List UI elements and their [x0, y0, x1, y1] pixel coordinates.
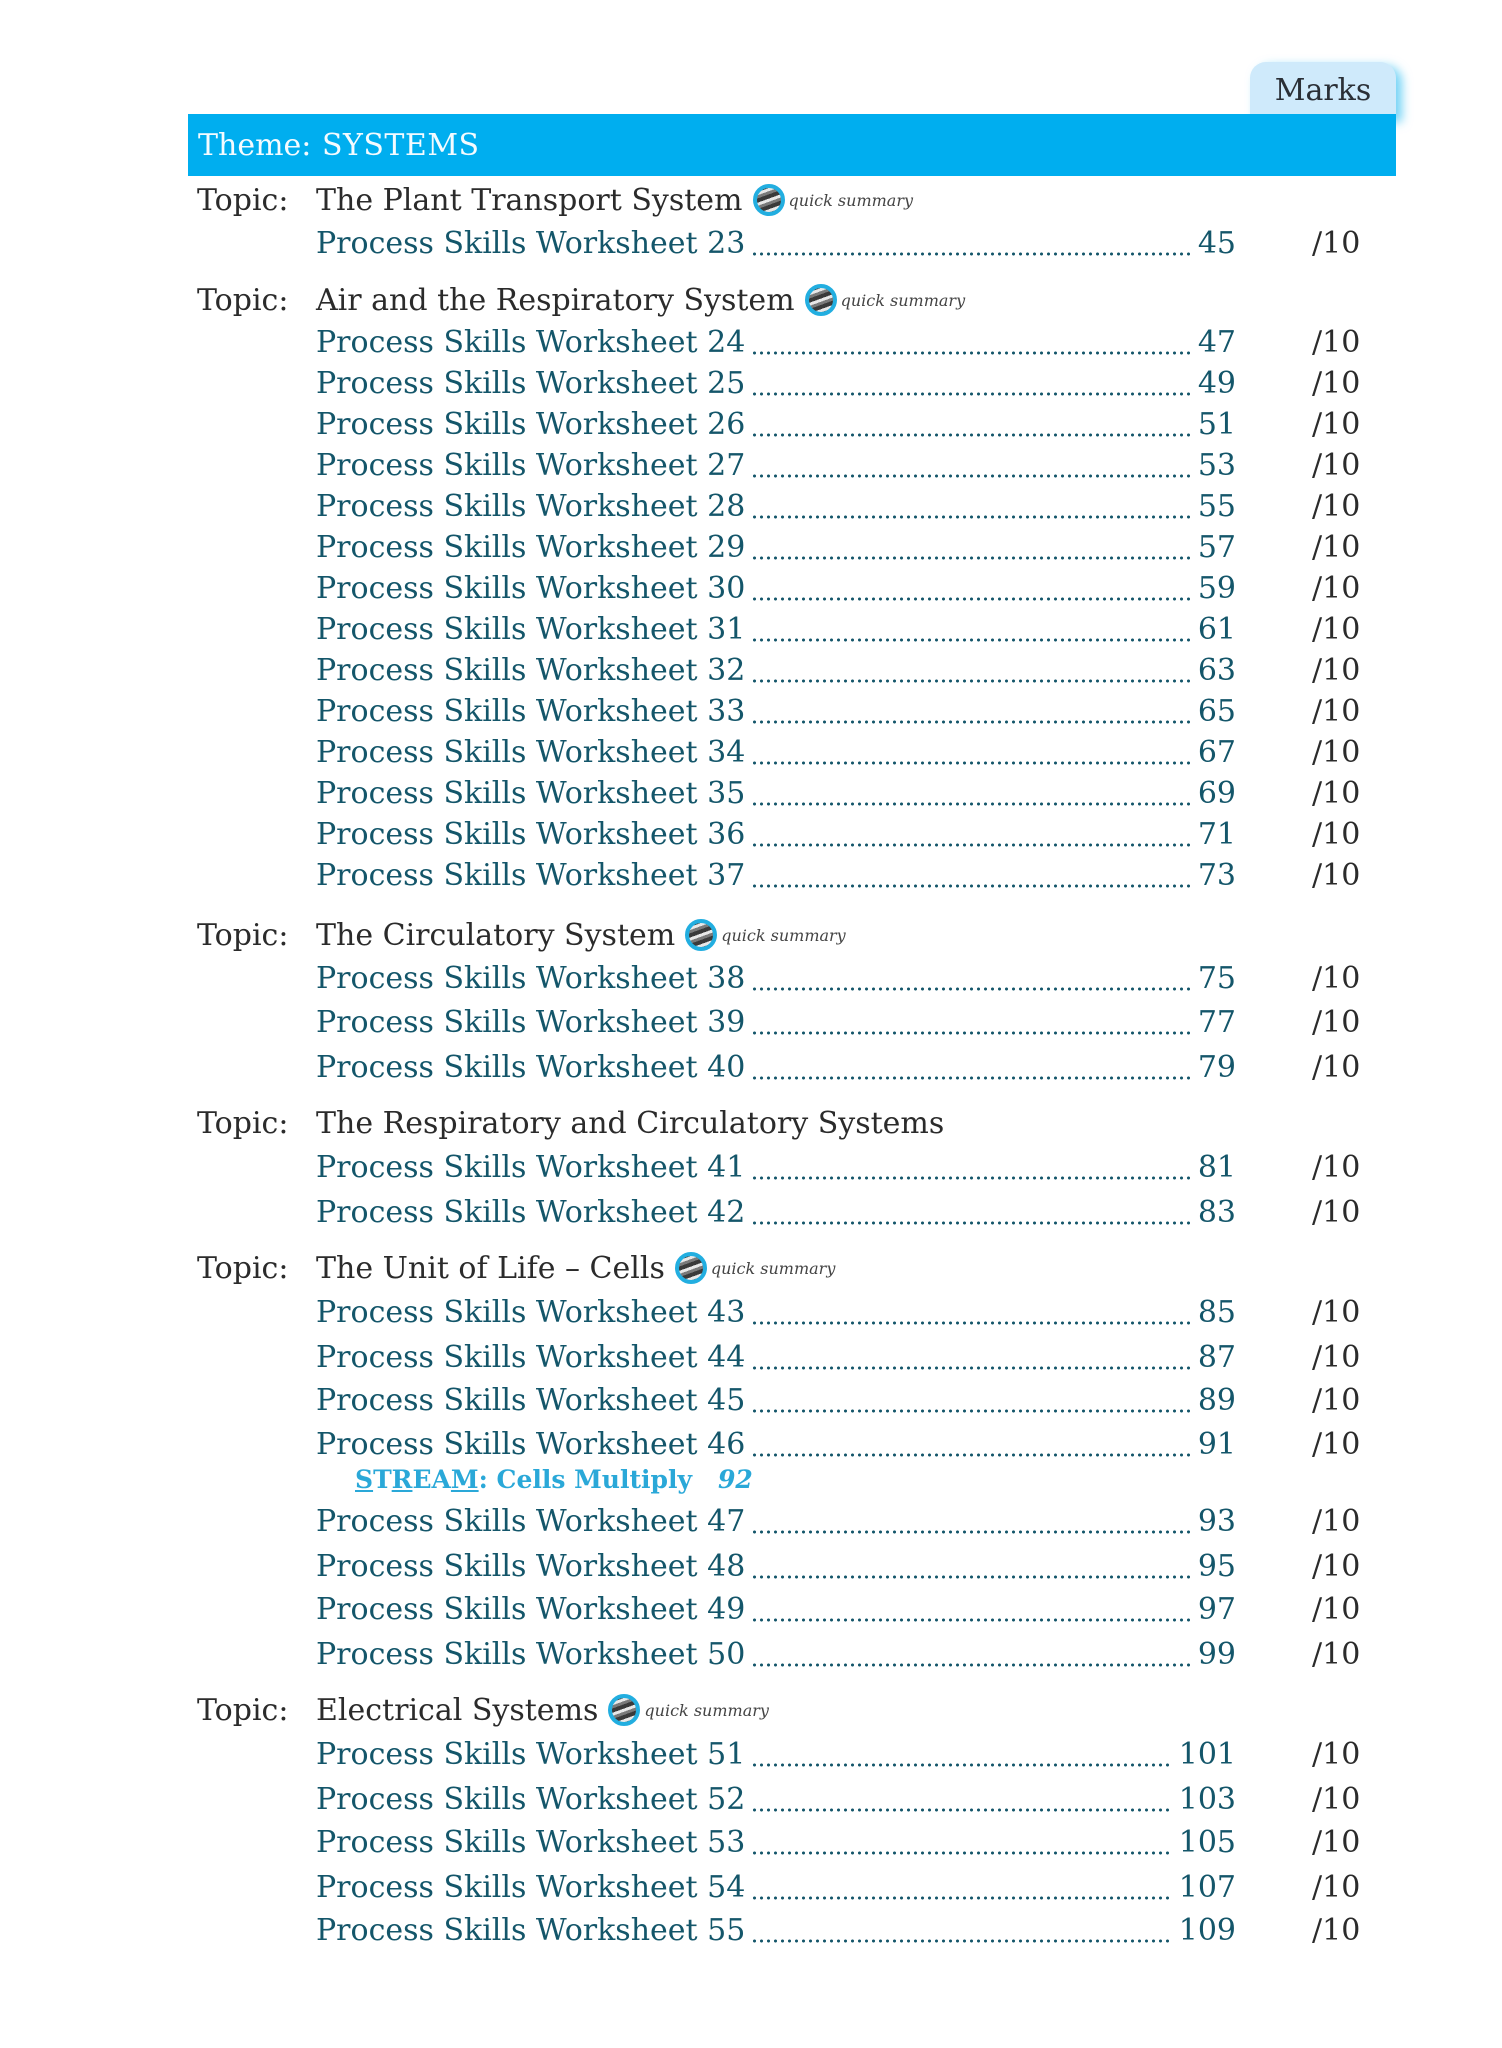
- marks-score: /10: [1312, 1049, 1361, 1085]
- worksheet-line: [316, 1380, 1236, 1420]
- worksheet-title[interactable]: Process Skills Worksheet 45: [316, 1382, 746, 1418]
- worksheet-title[interactable]: Process Skills Worksheet 36: [316, 816, 746, 852]
- worksheet-entry[interactable]: [316, 223, 1396, 263]
- quick-summary-link[interactable]: [685, 919, 846, 951]
- stream-letter: R: [391, 1464, 413, 1494]
- topic-title: The Unit of Life – Cells: [316, 1250, 665, 1286]
- worksheet-title[interactable]: Process Skills Worksheet 49: [316, 1591, 746, 1627]
- worksheet-title[interactable]: Process Skills Worksheet 52: [316, 1781, 746, 1817]
- worksheet-line: [316, 1501, 1236, 1541]
- page-number: 57: [1197, 529, 1236, 565]
- quick-summary-link[interactable]: [753, 184, 914, 216]
- worksheet-title[interactable]: Process Skills Worksheet 27: [316, 447, 746, 483]
- worksheet-entry[interactable]: [316, 322, 1396, 362]
- marks-score: /10: [1312, 1004, 1361, 1040]
- worksheet-title[interactable]: Process Skills Worksheet 42: [316, 1194, 746, 1230]
- page-number: 51: [1197, 406, 1236, 442]
- worksheet-line: [316, 855, 1236, 895]
- worksheet-line: [316, 1867, 1236, 1907]
- page-number: 105: [1178, 1824, 1236, 1860]
- quick-summary-link[interactable]: [805, 284, 966, 316]
- marks-score: /10: [1312, 406, 1361, 442]
- quick-summary-icon[interactable]: [675, 1252, 707, 1284]
- worksheet-line: [316, 773, 1236, 813]
- worksheet-title[interactable]: Process Skills Worksheet 39: [316, 1004, 746, 1040]
- worksheet-entry[interactable]: [316, 1047, 1396, 1087]
- dot-leader: [751, 1867, 1172, 1907]
- dot-leader: [751, 773, 1192, 813]
- marks-score: /10: [1312, 1736, 1361, 1772]
- theme-value: SYSTEMS: [322, 127, 480, 163]
- topic-title: Air and the Respiratory System: [316, 282, 795, 318]
- stream-page-number: 92: [718, 1464, 753, 1494]
- worksheet-line: [316, 1822, 1236, 1862]
- worksheet-entry[interactable]: [316, 609, 1396, 649]
- marks-score: /10: [1312, 1194, 1361, 1230]
- dot-leader: [751, 650, 1192, 690]
- marks-label: Marks: [1274, 72, 1372, 108]
- dot-leader: [751, 1192, 1192, 1232]
- quick-summary-label[interactable]: quick summary: [710, 1258, 836, 1278]
- worksheet-line: [316, 691, 1236, 731]
- worksheet-title[interactable]: Process Skills Worksheet 33: [316, 693, 746, 729]
- marks-score: /10: [1312, 1294, 1361, 1330]
- quick-summary-icon[interactable]: [805, 284, 837, 316]
- topic-label: Topic:: [197, 1250, 289, 1286]
- page-number: 65: [1197, 693, 1236, 729]
- worksheet-line: [316, 1292, 1236, 1332]
- stream-title: : Cells Multiply: [478, 1464, 693, 1494]
- worksheet-entry[interactable]: [316, 1424, 1396, 1464]
- quick-summary-icon[interactable]: [685, 919, 717, 951]
- quick-summary-label[interactable]: quick summary: [644, 1700, 769, 1720]
- theme-banner: [188, 114, 1396, 176]
- dot-leader: [751, 223, 1192, 263]
- worksheet-entry[interactable]: [316, 1867, 1396, 1907]
- dot-leader: [751, 691, 1192, 731]
- worksheet-entry[interactable]: [316, 1292, 1396, 1332]
- page-number: 45: [1197, 225, 1236, 261]
- page-number: 101: [1178, 1736, 1236, 1772]
- worksheet-title[interactable]: Process Skills Worksheet 34: [316, 734, 746, 770]
- stream-letter: M: [450, 1464, 479, 1494]
- topic-label: Topic:: [197, 182, 289, 218]
- worksheet-line: [316, 1910, 1236, 1950]
- worksheet-line: [316, 223, 1236, 263]
- worksheet-entry[interactable]: [316, 1910, 1396, 1950]
- worksheet-title[interactable]: Process Skills Worksheet 47: [316, 1503, 746, 1539]
- worksheet-entry[interactable]: [316, 1822, 1396, 1862]
- worksheet-line: [316, 1424, 1236, 1464]
- worksheet-title[interactable]: Process Skills Worksheet 23: [316, 225, 746, 261]
- worksheet-title[interactable]: Process Skills Worksheet 30: [316, 570, 746, 606]
- marks-score: /10: [1312, 365, 1361, 401]
- dot-leader: [751, 732, 1192, 772]
- page-number: 109: [1178, 1912, 1236, 1948]
- dot-leader: [751, 486, 1192, 526]
- worksheet-title[interactable]: Process Skills Worksheet 26: [316, 406, 746, 442]
- worksheet-entry[interactable]: [316, 363, 1396, 403]
- marks-score: /10: [1312, 1339, 1361, 1375]
- worksheet-entry[interactable]: [316, 650, 1396, 690]
- marks-score: /10: [1312, 488, 1361, 524]
- page-number: 85: [1197, 1294, 1236, 1330]
- worksheet-entry[interactable]: [316, 814, 1396, 854]
- worksheet-line: [316, 404, 1236, 444]
- page-number: 49: [1197, 365, 1236, 401]
- quick-summary-label[interactable]: quick summary: [721, 925, 846, 945]
- dot-leader: [751, 568, 1192, 608]
- page-number: 79: [1197, 1049, 1236, 1085]
- worksheet-entry[interactable]: [316, 445, 1396, 485]
- page-number: 73: [1197, 857, 1236, 893]
- worksheet-entry[interactable]: [316, 855, 1396, 895]
- dot-leader: [751, 1734, 1172, 1774]
- worksheet-entry[interactable]: [316, 486, 1396, 526]
- marks-score: /10: [1312, 775, 1361, 811]
- page-number: 89: [1197, 1382, 1236, 1418]
- topic-label: Topic:: [197, 917, 289, 953]
- worksheet-line: [316, 1589, 1236, 1629]
- worksheet-entry[interactable]: [316, 1192, 1396, 1232]
- marks-score: /10: [1312, 1149, 1361, 1185]
- worksheet-title[interactable]: Process Skills Worksheet 48: [316, 1548, 746, 1584]
- marks-score: /10: [1312, 1503, 1361, 1539]
- dot-leader: [751, 1546, 1192, 1586]
- topic-title: The Circulatory System: [316, 917, 676, 953]
- worksheet-entry[interactable]: [316, 1546, 1396, 1586]
- marks-score: /10: [1312, 693, 1361, 729]
- marks-score: /10: [1312, 960, 1361, 996]
- dot-leader: [751, 609, 1192, 649]
- page-number: 47: [1197, 324, 1236, 360]
- worksheet-entry[interactable]: [316, 732, 1396, 772]
- worksheet-entry[interactable]: [316, 1147, 1396, 1187]
- page-number: 75: [1197, 960, 1236, 996]
- dot-leader: [751, 1002, 1192, 1042]
- dot-leader: [751, 814, 1192, 854]
- worksheet-title[interactable]: Process Skills Worksheet 40: [316, 1049, 746, 1085]
- worksheet-line: [316, 1192, 1236, 1232]
- page-number: 83: [1197, 1194, 1236, 1230]
- marks-score: /10: [1312, 816, 1361, 852]
- page-number: 99: [1197, 1636, 1236, 1672]
- topic-heading: [197, 1103, 944, 1143]
- worksheet-line: [316, 1337, 1236, 1377]
- page-number: 53: [1197, 447, 1236, 483]
- worksheet-line: [316, 568, 1236, 608]
- worksheet-title[interactable]: Process Skills Worksheet 29: [316, 529, 746, 565]
- worksheet-entry[interactable]: [316, 404, 1396, 444]
- topic-title: The Plant Transport System: [316, 182, 743, 218]
- worksheet-title[interactable]: Process Skills Worksheet 51: [316, 1736, 746, 1772]
- topic-heading: [197, 1248, 835, 1288]
- worksheet-line: [316, 1546, 1236, 1586]
- worksheet-entry[interactable]: [316, 773, 1396, 813]
- dot-leader: [751, 1147, 1192, 1187]
- dot-leader: [751, 1822, 1172, 1862]
- stream-activity-entry[interactable]: [355, 1461, 753, 1497]
- topic-heading: [197, 280, 965, 320]
- topic-label: Topic:: [197, 282, 289, 318]
- worksheet-title[interactable]: Process Skills Worksheet 31: [316, 611, 746, 647]
- worksheet-line: [316, 958, 1236, 998]
- page-number: 77: [1197, 1004, 1236, 1040]
- marks-score: /10: [1312, 652, 1361, 688]
- marks-score: /10: [1312, 1869, 1361, 1905]
- worksheet-title[interactable]: Process Skills Worksheet 41: [316, 1149, 746, 1185]
- marks-score: /10: [1312, 611, 1361, 647]
- worksheet-title[interactable]: Process Skills Worksheet 44: [316, 1339, 746, 1375]
- worksheet-title[interactable]: Process Skills Worksheet 28: [316, 488, 746, 524]
- page-number: 61: [1197, 611, 1236, 647]
- dot-leader: [751, 1910, 1172, 1950]
- worksheet-entry[interactable]: [316, 568, 1396, 608]
- marks-score: /10: [1312, 225, 1361, 261]
- worksheet-title[interactable]: Process Skills Worksheet 24: [316, 324, 746, 360]
- worksheet-line: [316, 527, 1236, 567]
- page-number: 103: [1178, 1781, 1236, 1817]
- worksheet-entry[interactable]: [316, 1380, 1396, 1420]
- page-number: 55: [1197, 488, 1236, 524]
- topic-label: Topic:: [197, 1105, 289, 1141]
- worksheet-title[interactable]: Process Skills Worksheet 55: [316, 1912, 746, 1948]
- dot-leader: [751, 1634, 1192, 1674]
- worksheet-title[interactable]: Process Skills Worksheet 53: [316, 1824, 746, 1860]
- marks-score: /10: [1312, 324, 1361, 360]
- page-number: 87: [1197, 1339, 1236, 1375]
- dot-leader: [751, 322, 1192, 362]
- page-number: 59: [1197, 570, 1236, 606]
- dot-leader: [751, 1380, 1192, 1420]
- quick-summary-label[interactable]: quick summary: [840, 290, 966, 310]
- marks-score: /10: [1312, 1591, 1361, 1627]
- stream-letter: S: [355, 1464, 374, 1494]
- topic-title: Electrical Systems: [316, 1692, 599, 1728]
- page-number: 91: [1197, 1426, 1236, 1462]
- marks-column-header: [1250, 62, 1396, 118]
- stream-letter: A: [431, 1464, 451, 1494]
- worksheet-line: [316, 732, 1236, 772]
- worksheet-line: [316, 609, 1236, 649]
- dot-leader: [751, 1501, 1192, 1541]
- marks-score: /10: [1312, 734, 1361, 770]
- worksheet-line: [316, 486, 1236, 526]
- worksheet-line: [316, 1779, 1236, 1819]
- dot-leader: [751, 1589, 1192, 1629]
- page-number: 93: [1197, 1503, 1236, 1539]
- worksheet-title[interactable]: Process Skills Worksheet 32: [316, 652, 746, 688]
- worksheet-line: [316, 363, 1236, 403]
- dot-leader: [751, 855, 1192, 895]
- marks-score: /10: [1312, 529, 1361, 565]
- dot-leader: [751, 404, 1192, 444]
- topic-heading: [197, 1690, 769, 1730]
- dot-leader: [751, 363, 1192, 403]
- worksheet-title[interactable]: Process Skills Worksheet 35: [316, 775, 746, 811]
- marks-score: /10: [1312, 1548, 1361, 1584]
- worksheet-entry[interactable]: [316, 1337, 1396, 1377]
- page-number: 95: [1197, 1548, 1236, 1584]
- stream-letter: T: [373, 1464, 392, 1494]
- worksheet-line: [316, 1047, 1236, 1087]
- stream-letter: E: [412, 1464, 432, 1494]
- worksheet-title[interactable]: Process Skills Worksheet 43: [316, 1294, 746, 1330]
- marks-score: /10: [1312, 1781, 1361, 1817]
- worksheet-line: [316, 322, 1236, 362]
- quick-summary-label[interactable]: quick summary: [788, 190, 914, 210]
- topic-label: Topic:: [197, 1692, 289, 1728]
- worksheet-entry[interactable]: [316, 1634, 1396, 1674]
- worksheet-title[interactable]: Process Skills Worksheet 37: [316, 857, 746, 893]
- quick-summary-icon[interactable]: [753, 184, 785, 216]
- worksheet-title[interactable]: Process Skills Worksheet 38: [316, 960, 746, 996]
- worksheet-title[interactable]: Process Skills Worksheet 54: [316, 1869, 746, 1905]
- marks-score: /10: [1312, 447, 1361, 483]
- dot-leader: [751, 1292, 1192, 1332]
- worksheet-entry[interactable]: [316, 527, 1396, 567]
- worksheet-entry[interactable]: [316, 1779, 1396, 1819]
- page-number: 107: [1178, 1869, 1236, 1905]
- marks-score: /10: [1312, 570, 1361, 606]
- page-number: 69: [1197, 775, 1236, 811]
- dot-leader: [751, 1424, 1192, 1464]
- marks-score: /10: [1312, 1382, 1361, 1418]
- worksheet-entry[interactable]: [316, 691, 1396, 731]
- worksheet-line: [316, 650, 1236, 690]
- worksheet-entry[interactable]: [316, 1589, 1396, 1629]
- dot-leader: [751, 958, 1192, 998]
- worksheet-line: [316, 1634, 1236, 1674]
- theme-label: Theme:: [198, 127, 312, 163]
- dot-leader: [751, 1047, 1192, 1087]
- worksheet-title[interactable]: Process Skills Worksheet 25: [316, 365, 746, 401]
- page-number: 67: [1197, 734, 1236, 770]
- marks-score: /10: [1312, 1426, 1361, 1462]
- page-number: 71: [1197, 816, 1236, 852]
- page-number: 63: [1197, 652, 1236, 688]
- marks-score: /10: [1312, 1824, 1361, 1860]
- quick-summary-link[interactable]: [608, 1694, 769, 1726]
- dot-leader: [751, 527, 1192, 567]
- page-number: 81: [1197, 1149, 1236, 1185]
- worksheet-line: [316, 814, 1236, 854]
- worksheet-line: [316, 1147, 1236, 1187]
- dot-leader: [751, 1337, 1192, 1377]
- topic-title: The Respiratory and Circulatory Systems: [316, 1105, 945, 1141]
- worksheet-entry[interactable]: [316, 958, 1396, 998]
- marks-score: /10: [1312, 857, 1361, 893]
- worksheet-title[interactable]: Process Skills Worksheet 50: [316, 1636, 746, 1672]
- quick-summary-link[interactable]: [675, 1252, 836, 1284]
- worksheet-entry[interactable]: [316, 1002, 1396, 1042]
- dot-leader: [751, 445, 1192, 485]
- worksheet-line: [316, 1002, 1236, 1042]
- dot-leader: [751, 1779, 1172, 1819]
- worksheet-line: [316, 445, 1236, 485]
- quick-summary-icon[interactable]: [608, 1694, 640, 1726]
- page-number: 97: [1197, 1591, 1236, 1627]
- topic-heading: [197, 180, 913, 220]
- worksheet-line: [316, 1734, 1236, 1774]
- worksheet-entry[interactable]: [316, 1734, 1396, 1774]
- worksheet-title[interactable]: Process Skills Worksheet 46: [316, 1426, 746, 1462]
- marks-score: /10: [1312, 1636, 1361, 1672]
- topic-heading: [197, 915, 846, 955]
- worksheet-entry[interactable]: [316, 1501, 1396, 1541]
- marks-score: /10: [1312, 1912, 1361, 1948]
